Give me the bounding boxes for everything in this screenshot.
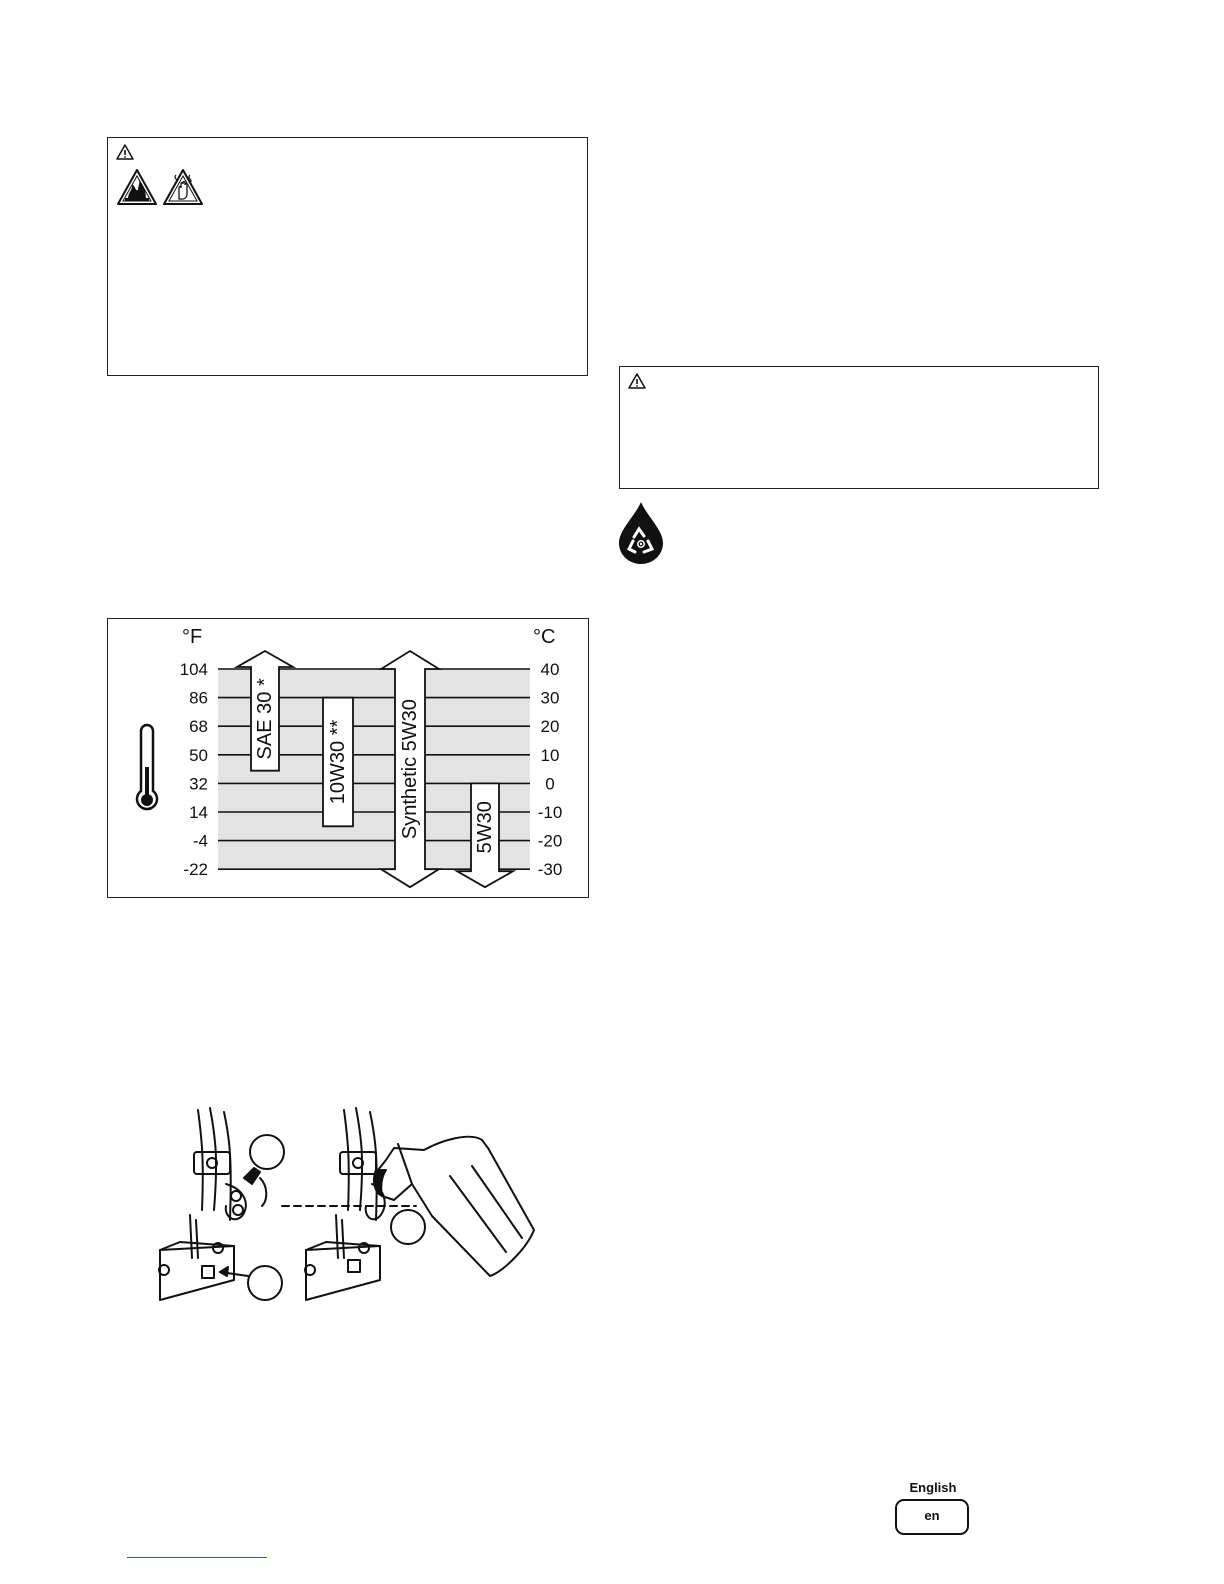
fahrenheit-tick-label: 86 [189, 688, 208, 708]
oil-range-label: 10W30 ** [327, 719, 349, 805]
fahrenheit-tick-label: 14 [189, 803, 208, 822]
fahrenheit-tick-label: 32 [189, 774, 208, 794]
celsius-tick-labels [538, 660, 563, 879]
fahrenheit-tick-label: 50 [189, 745, 208, 765]
oil-viscosity-chart [107, 618, 589, 898]
celsius-tick-label: -10 [537, 803, 563, 822]
language-code-badge[interactable]: en [895, 1499, 969, 1535]
engine-oil-fill-illustration [150, 1100, 550, 1310]
celsius-tick-label: -30 [537, 860, 563, 880]
language-label: English [909, 1480, 957, 1495]
unit-fahrenheit: °F [182, 626, 203, 648]
oil-range-label: 5W30 [474, 801, 496, 854]
unit-celsius: °C [533, 626, 556, 648]
celsius-tick-label: 10 [540, 745, 560, 765]
oil-chart-svg [108, 619, 590, 899]
fahrenheit-tick-label: -4 [192, 831, 208, 851]
fire-hazard-icon [116, 168, 158, 206]
oil-range-label: SAE 30 * [254, 678, 276, 760]
celsius-tick-label: -20 [537, 831, 563, 851]
fahrenheit-tick-labels [180, 660, 208, 879]
oil-recycle-icon [613, 500, 669, 566]
fahrenheit-tick-label: 68 [189, 717, 208, 737]
warning-triangle-icon [628, 373, 646, 389]
hot-surface-icon [162, 168, 204, 206]
warning-triangle-icon [116, 144, 134, 160]
fahrenheit-tick-label: 104 [179, 660, 208, 679]
celsius-tick-label: 40 [540, 660, 560, 679]
warning-box-right [619, 366, 1099, 489]
celsius-tick-label: 30 [540, 688, 560, 708]
thermometer-icon [137, 725, 157, 809]
fahrenheit-tick-label: -22 [183, 860, 208, 880]
warning-box-fire-burn [107, 137, 588, 376]
footer-link-underline [127, 1557, 267, 1558]
celsius-tick-label: 0 [545, 774, 555, 794]
oil-range-label: Synthetic 5W30 [399, 699, 421, 840]
celsius-tick-label: 20 [540, 717, 560, 737]
